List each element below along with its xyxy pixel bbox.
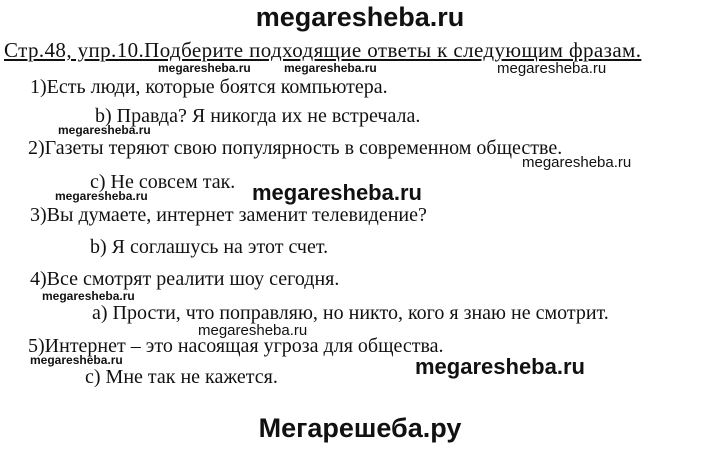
answer-5: с) Мне так не кажется. xyxy=(85,366,278,388)
answer-3: b) Я соглашусь на этот счет. xyxy=(90,236,329,258)
megaresheba-watermark: megaresheba.ru xyxy=(58,123,151,137)
phrase-number: 5) xyxy=(28,335,45,357)
answer-2: c) Не совсем так. xyxy=(90,171,236,193)
site-header-brand: megaresheba.ru xyxy=(255,2,465,32)
site-footer-brand: Мегарешеба.ру xyxy=(258,413,462,443)
phrase-2 xyxy=(28,137,562,160)
megaresheba-watermark: megaresheba.ru xyxy=(158,61,251,75)
phrase-text: Газеты теряют свою популярность в современном обществе. xyxy=(44,137,563,159)
megaresheba-watermark: megaresheba.ru xyxy=(522,154,632,171)
megaresheba-watermark: megaresheba.ru xyxy=(497,60,607,77)
phrase-number: 2) xyxy=(28,137,45,159)
phrase-text: Все смотрят реалити шоу сегодня. xyxy=(46,268,340,290)
megaresheba-watermark: megaresheba.ru xyxy=(284,61,377,75)
exercise-title: Стр.48, упр.10.Подберите подходящие ответы к следующим фразам. xyxy=(4,38,642,62)
megaresheba-watermark: megaresheba.ru xyxy=(415,354,585,379)
phrase-number: 4) xyxy=(30,268,47,290)
answer-1: b) Правда? Я никогда их не встречала. xyxy=(95,105,421,127)
phrase-text: Интернет – это насоящая угроза для общества. xyxy=(44,335,444,357)
phrase-1 xyxy=(30,76,388,99)
megaresheba-watermark: megaresheba.ru xyxy=(30,353,123,367)
megaresheba-watermark: megaresheba.ru xyxy=(55,189,148,203)
megaresheba-watermark: megaresheba.ru xyxy=(198,322,308,339)
megaresheba-watermark: megaresheba.ru xyxy=(252,180,422,205)
phrase-number: 3) xyxy=(30,204,47,226)
phrase-3 xyxy=(30,204,427,227)
phrase-4 xyxy=(30,268,339,291)
phrase-number: 1) xyxy=(30,76,47,98)
megaresheba-watermark: megaresheba.ru xyxy=(42,289,135,303)
phrase-text: Вы думаете, интернет заменит телевидение? xyxy=(46,204,427,226)
phrase-text: Есть люди, которые боятся компьютера. xyxy=(46,76,388,98)
answer-4: а) Прости, что поправляю, но никто, кого я знаю не смотрит. xyxy=(92,302,609,324)
